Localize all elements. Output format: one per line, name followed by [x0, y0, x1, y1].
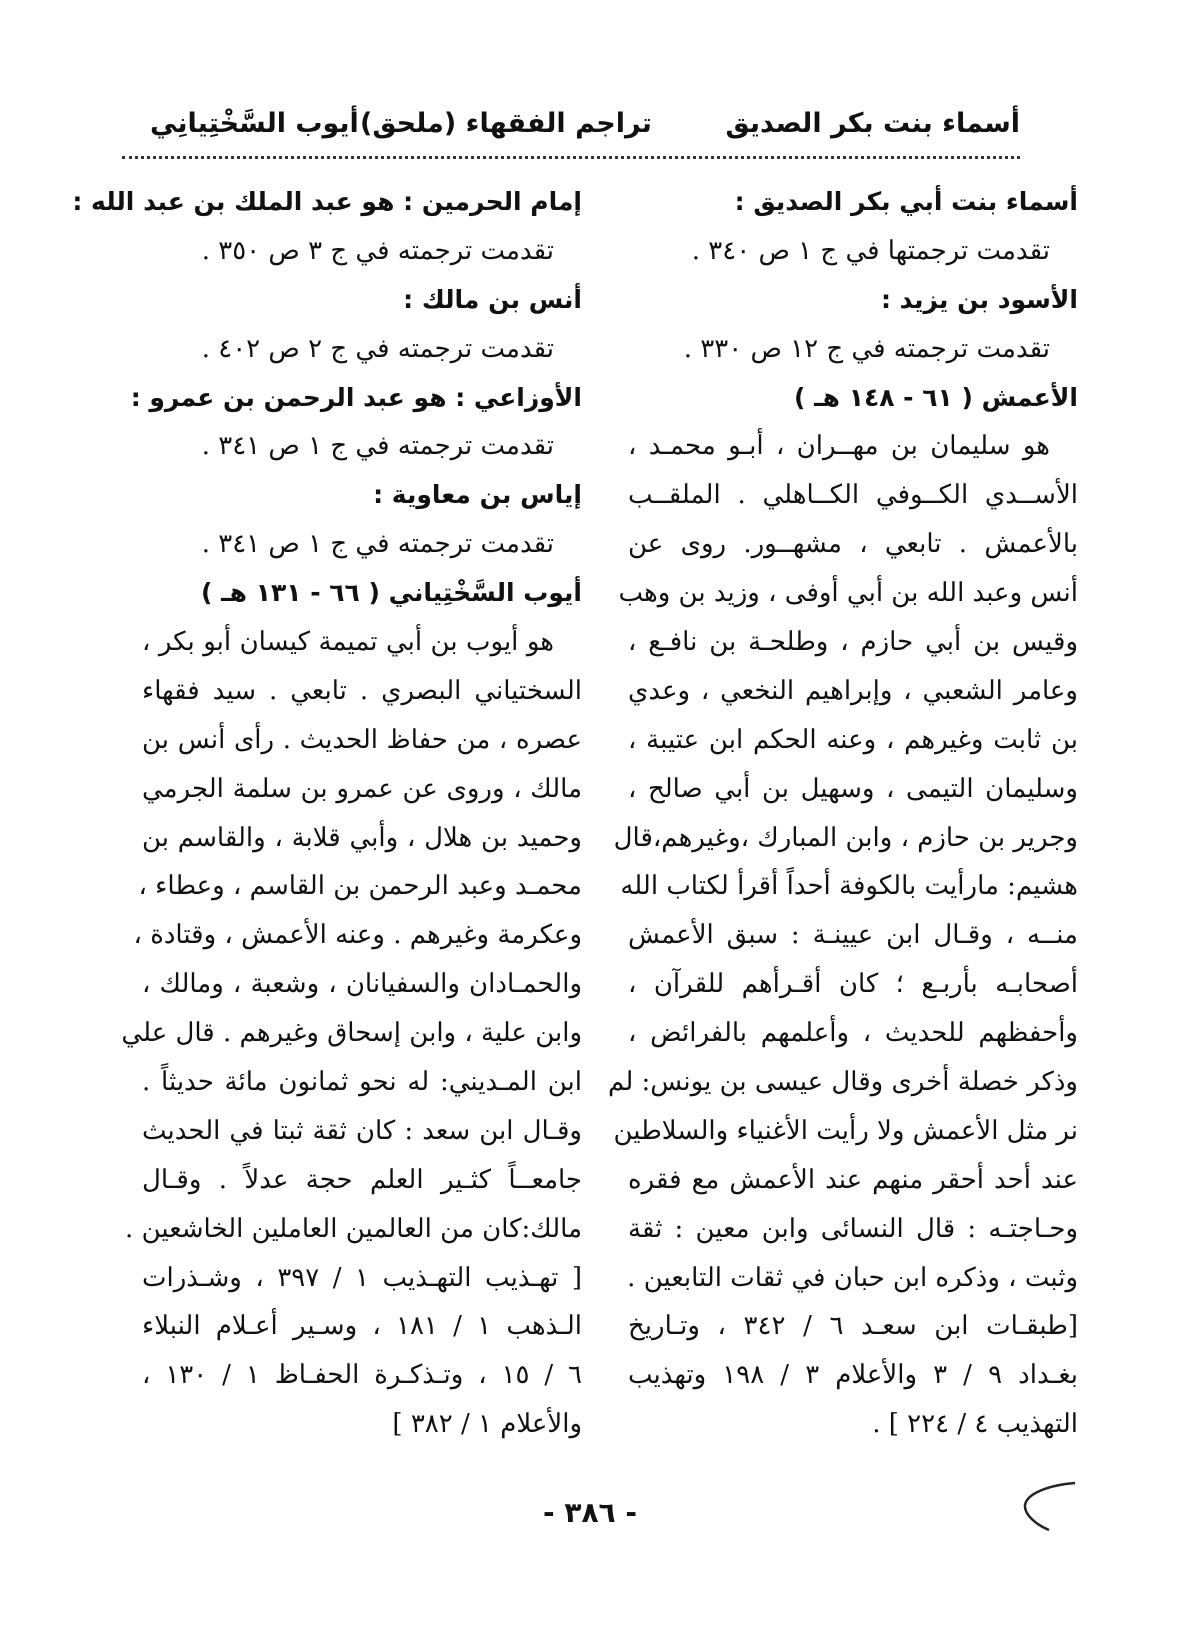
text-line: مالك:كان من العالمين العاملين الخاشعين . [125, 1213, 582, 1244]
text-line: محمـد وعبد الرحمن بن القاسم ، وعطاء ، [138, 871, 582, 902]
text-line: وجرير بن حازم ، وابن المبارك ،وغيرهم،قال [613, 822, 1078, 853]
text-line: أنس وعبد الله بن أبي أوفى ، وزيد بن وهب [618, 578, 1078, 609]
right-text-column [608, 178, 1078, 1449]
entry-heading: أنس بن مالك : [403, 284, 582, 314]
header-center-title: (ملحق) تراجم الفقهاء [360, 108, 652, 139]
text-line: الأســدي الكــوفي الكــاهلي . الملقــب [628, 480, 1078, 511]
text-line: [طبقـات ابن سعـد ٦ / ٣٤٢ ، وتـاريخ [628, 1311, 1078, 1342]
text-line: وذكر خصلة أخرى وقال عيسى بن يونس: لم [608, 1067, 1078, 1098]
text-line: والأعلام ١ / ٣٨٢ ] [392, 1409, 582, 1440]
entry-heading: الأسود بن يزيد : [880, 284, 1078, 314]
text-line: التهذيب ٤ / ٢٢٤ ] . [872, 1409, 1078, 1440]
running-header [120, 100, 1020, 156]
text-line: وأحفظهم للحديث ، وأعلمهم بالفرائض ، [628, 1018, 1078, 1049]
text-line: عصره ، من حفاظ الحديث . رأى أنس بن [142, 724, 582, 755]
entry-heading: الأعمش ( ٦١ - ١٤٨ هـ ) [793, 382, 1078, 412]
text-line: هو سليمان بن مهــران ، أبـو محمـد ، [628, 431, 1050, 462]
header-dotted-divider [122, 156, 1020, 159]
text-line: مالك ، وروى عن عمرو بن سلمة الجرمي [142, 773, 582, 804]
text-line: بغـداد ٩ / ٣ والأعلام ٣ / ١٩٨ وتهذيب [628, 1360, 1078, 1391]
entry-heading: أسماء بنت أبي بكر الصديق : [734, 187, 1078, 216]
text-line: والحمـادان والسفيانان ، وشعبة ، ومالك ، [142, 969, 582, 1000]
left-text-column [72, 178, 583, 1449]
header-right-title: أسماء بنت بكر الصديق [725, 108, 1020, 139]
text-line: وحميد بن هلال ، وأبي قلابة ، والقاسم بن [142, 822, 582, 853]
text-line: وابن علية ، وابن إسحاق وغيرهم . قال علي [121, 1018, 582, 1049]
entry-heading: إمام الحرمين : هو عبد الملك بن عبد الله : [72, 187, 582, 216]
header-left-title: أيوب السَّخْتِيانِي [150, 108, 359, 139]
page-number: - ٣٨٦ - [542, 1496, 638, 1529]
text-line: بالأعمش . تابعي ، مشهــور. روى عن [628, 529, 1078, 560]
text-line: ابن المـديني: له نحو ثمانون مائة حديثاً . [142, 1067, 582, 1098]
text-line: أصحابـه بأربـع ؛ كان أقـرأهم للقرآن ، [628, 969, 1078, 1000]
text-line: جامعــاً كثـير العلم حجة عدلاً . وقـال [142, 1164, 582, 1195]
text-line: [ تهـذيب التهـذيب ١ / ٣٩٧ ، وشـذرات [142, 1262, 582, 1293]
text-line: وقـال ابن سعد : كان ثقة ثبتا في الحديث [142, 1115, 582, 1146]
text-line: وسليمان التيمى ، وسهيل بن أبي صالح ، [628, 773, 1078, 804]
text-line: نر مثل الأعمش ولا رأيت الأغنياء والسلاطين [613, 1115, 1078, 1146]
text-line: هو أيوب بن أبي تميمة كيسان أبو بكر ، [142, 627, 554, 658]
text-line: وقيس بن أبي حازم ، وطلحـة بن نافـع ، [628, 627, 1078, 658]
entry-heading: أيوب السَّخْتِياني ( ٦٦ - ١٣١ هـ ) [200, 578, 582, 608]
text-line: بن ثابت وغيرهم ، وعنه الحكم ابن عتيبة ، [628, 724, 1078, 755]
text-line: تقدمت ترجمته في ج ٣ ص ٣٥٠ . [201, 235, 554, 266]
text-line: منــه ، وقـال ابن عيينـة : سبق الأعمش [628, 920, 1078, 951]
text-line: وعكرمة وغيرهم . وعنه الأعمش ، وقتادة ، [133, 920, 582, 951]
text-line: تقدمت ترجمتها في ج ١ ص ٣٤٠ . [691, 235, 1050, 266]
text-line: تقدمت ترجمته في ج ١ ص ٣٤١ . [201, 431, 554, 462]
text-line: السختياني البصري . تابعي . سيد فقهاء [142, 675, 582, 706]
entry-heading: الأوزاعي : هو عبد الرحمن بن عمرو : [130, 382, 582, 412]
text-line: وثبت ، وذكره ابن حبان في ثقات التابعين . [627, 1262, 1078, 1293]
text-line: هشيم: مارأيت بالكوفة أحداً أقرأ لكتاب الله [620, 871, 1078, 902]
text-line: الـذهب ١ / ١٨١ ، وسـير أعـلام النبلاء [142, 1311, 582, 1342]
text-line: تقدمت ترجمته في ج ١٢ ص ٣٣٠ . [683, 333, 1050, 364]
decorative-corner-mark [1015, 1475, 1085, 1535]
text-line: وحـاجتـه : قال النسائى وابن معين : ثقة [628, 1213, 1078, 1244]
text-line: تقدمت ترجمته في ج ١ ص ٣٤١ . [201, 529, 554, 560]
text-line: عند أحد أحقر منهم عند الأعمش مع فقره [628, 1164, 1078, 1195]
text-line: وعامر الشعبي ، وإبراهيم النخعي ، وعدي [628, 675, 1078, 706]
entry-heading: إياس بن معاوية : [373, 480, 582, 510]
text-line: تقدمت ترجمته في ج ٢ ص ٤٠٢ . [201, 333, 554, 364]
text-line: ٦ / ١٥ ، وتـذكـرة الحفـاظ ١ / ١٣٠ ، [142, 1360, 583, 1391]
